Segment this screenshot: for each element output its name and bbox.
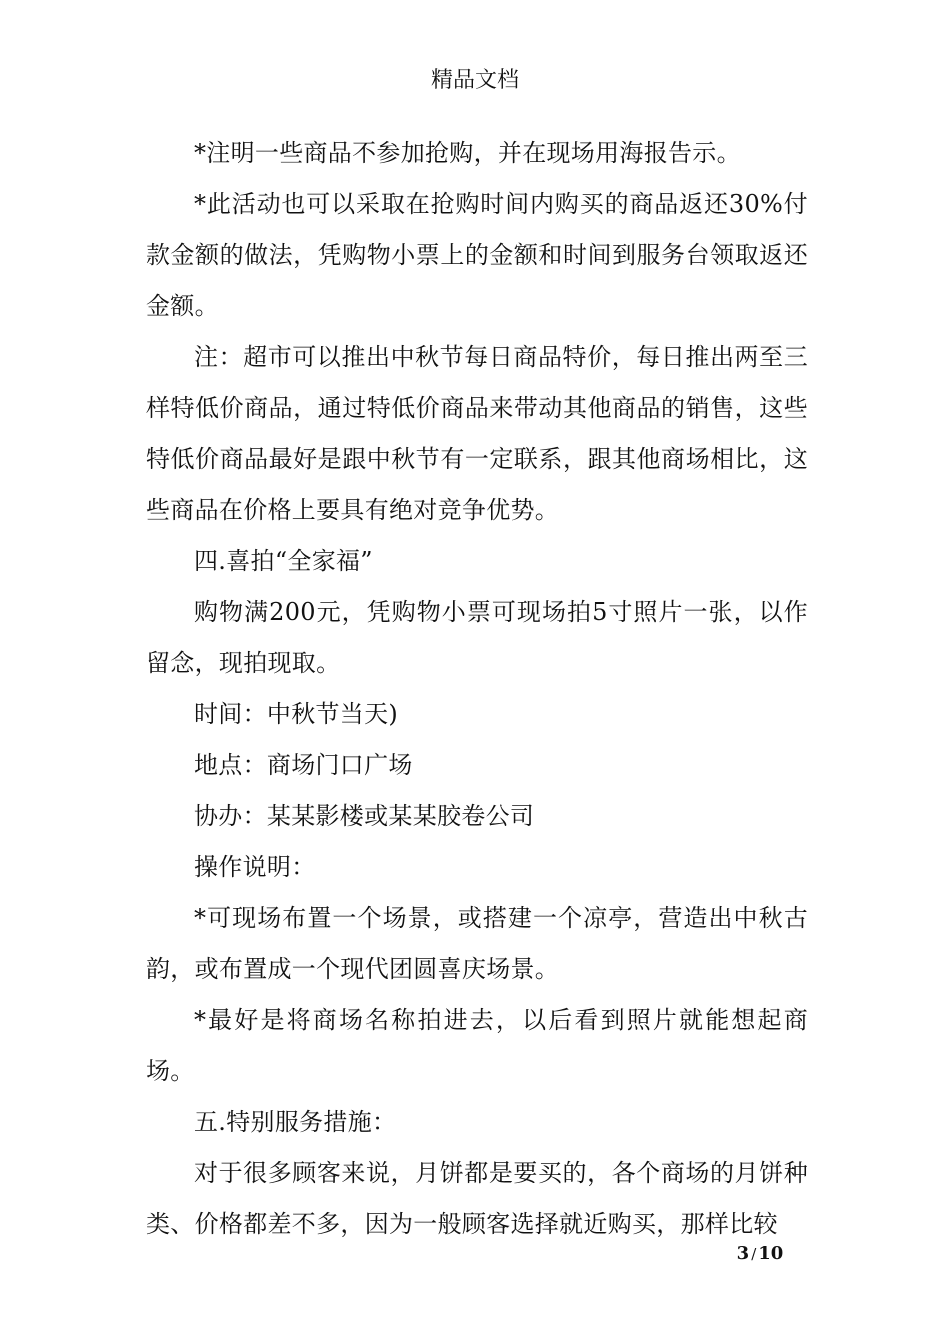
paragraph-note-excluded-items: *注明一些商品不参加抢购，并在现场用海报告示。 [194,139,741,167]
section-heading-family-photo: 四.喜拍“全家福” [194,547,373,575]
paragraph-daily-specials: 注：超市可以推出中秋节每日商品特价，每日推出两至三样特低价商品，通过特低价商品来带动其他商品的销售，这些特低价商品最好是跟中秋节有一定联系，跟其他商场相比，这些商品在价格上要具有绝对竞争优势。 [146,343,808,524]
paragraph-scene-setup: *可现场布置一个场景，或搭建一个凉亭，营造出中秋古韵，或布置成一个现代团圆喜庆场景。 [146,904,808,983]
page-number [690,1242,830,1266]
paragraph-photo-offer: 购物满200元，凭购物小票可现场拍5寸照片一张，以作留念，现拍现取。 [146,598,808,677]
page-separator: / [751,1245,757,1263]
paragraph-co-organizer: 协办：某某影楼或某某胶卷公司 [194,802,535,830]
document-body [146,128,808,1250]
section-heading-special-services: 五.特别服务措施： [194,1108,397,1136]
paragraph-operation-heading: 操作说明： [194,853,316,881]
total-page-count: 10 [758,1243,784,1264]
paragraph-rebate-option: *此活动也可以采取在抢购时间内购买的商品返还30%付款金额的做法，凭购物小票上的金额和时间到服务台领取返还金额。 [146,190,808,320]
page-header-title: 精品文档 [430,68,519,93]
paragraph-location: 地点：商场门口广场 [194,751,413,779]
paragraph-store-name-in-photo: *最好是将商场名称拍进去，以后看到照片就能想起商场。 [146,1006,808,1085]
current-page-number: 3 [736,1243,750,1264]
paragraph-mooncake-customers: 对于很多顾客来说，月饼都是要买的，各个商场的月饼种类、价格都差不多，因为一般顾客选择就近购买，那样比较 [146,1159,808,1238]
paragraph-time: 时间：中秋节当天) [194,700,399,728]
